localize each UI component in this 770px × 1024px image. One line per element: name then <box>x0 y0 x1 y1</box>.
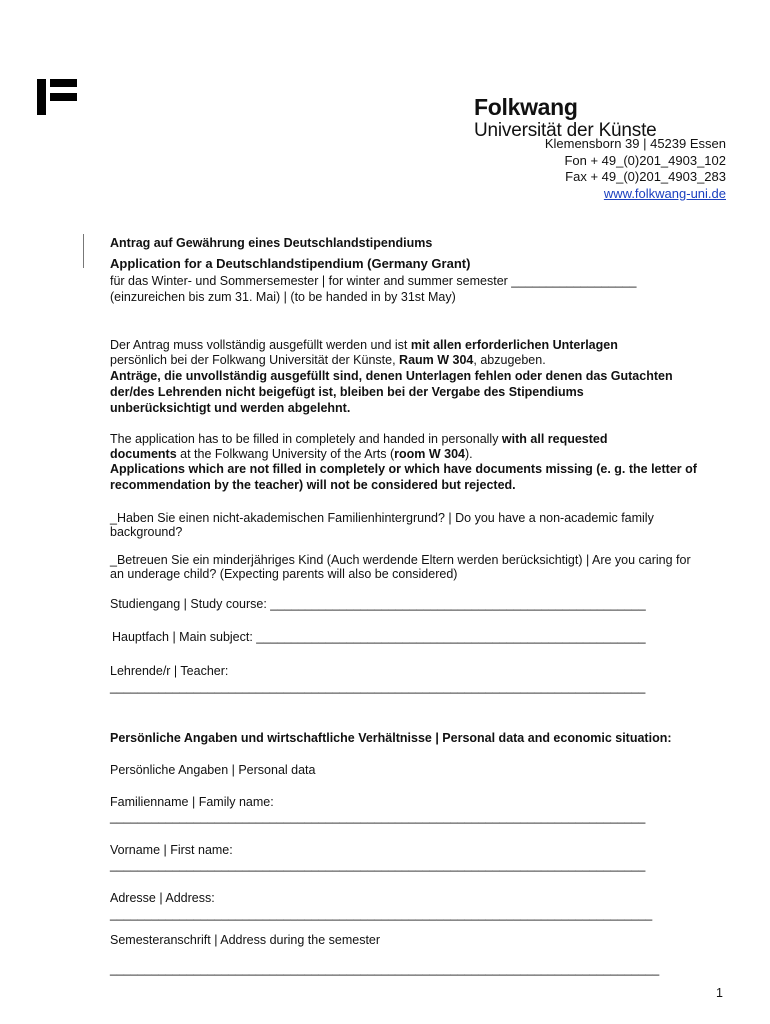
intro-de-line-4: der/des Lehrenden nicht beigefügt ist, bleiben bei der Vergabe des Stipendiums <box>110 385 584 399</box>
intro-en-line-3: Applications which are not filled in completely or which have documents missing (e. g. the letter of <box>110 462 697 476</box>
phone-line: Fon + 49_(0)201_4903_102 <box>564 153 726 168</box>
question-caring-child-cont: an underage child? (Expecting parents will also be considered) <box>110 567 458 581</box>
personal-subheading: Persönliche Angaben | Personal data <box>110 763 316 777</box>
website-line <box>604 186 726 203</box>
family-name-field[interactable]: _____________________________________________________________________________ <box>110 810 646 824</box>
intro-en-line-2: documents at the Folkwang University of the Arts (room W 304). <box>110 447 473 461</box>
fax-line: Fax + 49_(0)201_4903_283 <box>565 169 726 184</box>
teacher-label: Lehrende/r | Teacher: <box>110 664 229 678</box>
semester-address-label: Semesteranschrift | Address during the semester <box>110 933 381 947</box>
title-de: Antrag auf Gewährung eines Deutschlandstipendiums <box>110 236 433 250</box>
semester-line: für das Winter- und Sommersemester | for winter and summer semester __________________ <box>110 274 637 288</box>
intro-de-line-3: Anträge, die unvollständig ausgefüllt sind, denen Unterlagen fehlen oder denen das Gutachten <box>110 369 673 383</box>
title-en: Application for a Deutschlandstipendium (Germany Grant) <box>110 256 471 271</box>
question-caring-child: _Betreuen Sie ein minderjähriges Kind (Auch werdende Eltern werden berücksichtigt) | Are you caring for <box>110 553 691 567</box>
main-subject-field[interactable]: Hauptfach | Main subject: ________________________________________________________ <box>112 630 646 644</box>
first-name-field[interactable]: _____________________________________________________________________________ <box>110 858 646 872</box>
brand-subtitle: Universität der Künste <box>474 120 657 141</box>
page-number: 1 <box>716 986 723 1000</box>
address-label: Adresse | Address: <box>110 891 215 905</box>
semester-address-field[interactable]: _______________________________________________________________________________ <box>110 962 660 976</box>
question-family-background: _Haben Sie einen nicht-akademischen Familienhintergrund? | Do you have a non-academic family <box>110 511 654 525</box>
margin-line <box>83 234 84 268</box>
brand-name: Folkwang <box>474 94 578 120</box>
address-line: Klemensborn 39 | 45239 Essen <box>544 136 726 151</box>
intro-de-line-2: persönlich bei der Folkwang Universität der Künste, Raum W 304, abzugeben. <box>110 353 546 367</box>
intro-de-line-5: unberücksichtigt und werden abgelehnt. <box>110 401 351 415</box>
deadline-line: (einzureichen bis zum 31. Mai) | (to be handed in by 31st May) <box>110 290 456 304</box>
first-name-label: Vorname | First name: <box>110 843 233 857</box>
teacher-field[interactable]: _____________________________________________________________________________ <box>110 680 646 694</box>
personal-heading: Persönliche Angaben und wirtschaftliche Verhältnisse | Personal data and economic situation: <box>110 731 672 745</box>
family-name-label: Familienname | Family name: <box>110 795 274 809</box>
intro-en-line-4: recommendation by the teacher) will not be considered but rejected. <box>110 478 516 492</box>
website-link[interactable]: www.folkwang-uni.de <box>603 186 726 201</box>
folkwang-logo-icon <box>37 79 77 115</box>
address-field[interactable]: ______________________________________________________________________________ <box>110 907 653 921</box>
study-course-field[interactable]: Studiengang | Study course: ______________________________________________________ <box>110 597 646 611</box>
intro-en-line-1: The application has to be filled in completely and handed in personally with all requested <box>110 432 608 446</box>
intro-de-line-1: Der Antrag muss vollständig ausgefüllt werden und ist mit allen erforderlichen Unterlagen <box>110 338 618 352</box>
question-family-background-cont: background? <box>110 525 183 539</box>
